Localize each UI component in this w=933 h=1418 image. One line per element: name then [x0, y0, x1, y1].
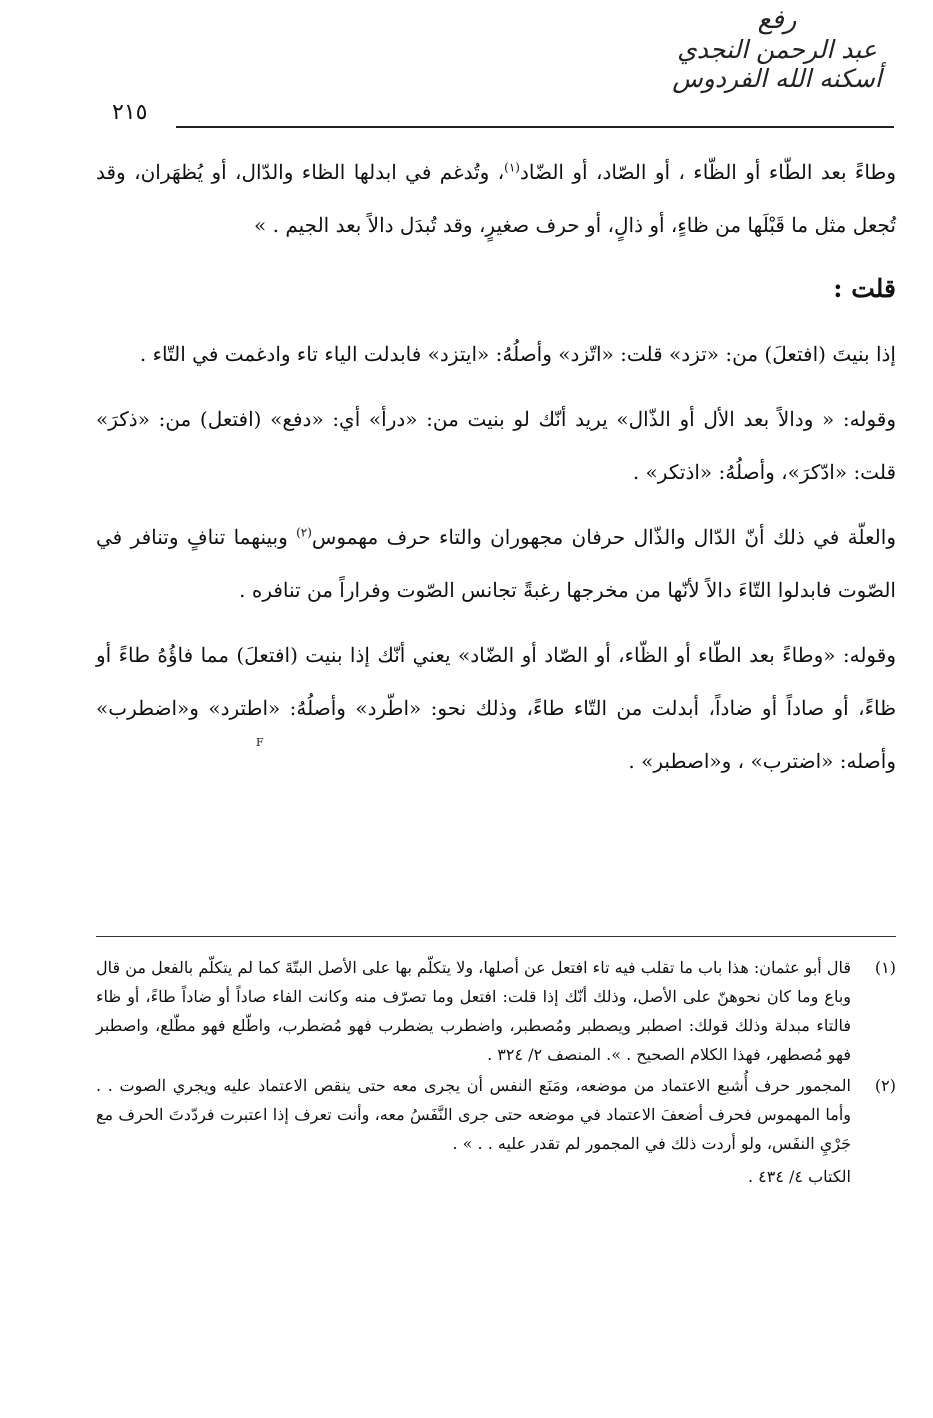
- footnote-marker-1: (١): [504, 160, 520, 175]
- footnote-1-number: (١): [874, 958, 896, 977]
- footnote-1: [96, 953, 896, 1069]
- paragraph-4-rest: وبينهما تنافٍ وتنافر في الصّوت فابدلوا التّاءَ دالاً لأنّها من مخرجها رغبةً تجانس الصّوت وفراراً من تنافره .: [96, 525, 896, 602]
- footnote-rule: [96, 936, 896, 937]
- stray-mark: F: [256, 736, 264, 749]
- paragraph-3: وقوله: « ودالاً بعد الأل أو الذّال» يريد أنّك لو بنيت من: «درأ» أي: «دفع» (افتعل) من: «ذكرَ» قلت: «ادّكرَ»، وأصلُهُ: «اذتكر» .: [96, 407, 896, 484]
- header-rule: [176, 126, 894, 128]
- page-number: ٢١٥: [112, 100, 148, 125]
- owner-stamp: [667, 6, 887, 93]
- footnote-2-number: (٢): [874, 1076, 896, 1095]
- paragraph-4-text: والعلّة في ذلك أنّ الدّال والذّال حرفان مجهوران والتاء حرف مهموس: [311, 525, 896, 549]
- paragraph-1: [96, 146, 896, 252]
- main-text: [96, 146, 896, 788]
- footnote-2-text: المجمور حرف أُشبع الاعتماد من موضعه، ومَنَع النفس أن يجرى معه حتى ينقص الاعتماد عليه ويجري الصوت . . وأما المهموس فحرف أضعفَ الاعتماد في موضعه حتى جرى النَّفَسُ معه، وأنت تعرف إذا اعتبرت فردّدتَ الحرف مع جَرْيِ النفَس، ولو أردت ذلك في المجمور لم تقدر عليه . . » .: [96, 1076, 851, 1153]
- section-heading: قلت :: [833, 274, 896, 303]
- footnote-2: [96, 1071, 896, 1158]
- paragraph-4: [96, 511, 896, 617]
- footnote-marker-2: (٢): [296, 525, 312, 540]
- paragraph-1-rest: ، وتُدغم في ابدلها الظاء والدّال، أو يُظهَران، وقد تُجعل مثل ما قَبْلَها من ظاءٍ، أو ذالٍ، أو حرف صغيرٍ، وقد تُبدَل دالاً بعد الجيم . »: [96, 160, 896, 237]
- paragraph-2: إذا بنيتَ (افتعلَ) من: «تزد» قلت: «اتّزد» وأصلُهُ: «ايتزد» فابدلت الياء تاء وادغمت في التّاء .: [139, 342, 896, 366]
- paragraph-1-text: وطاءً بعد الطّاء أو الظّاء ، أو الصّاد، أو الضّاد: [519, 160, 897, 184]
- footnotes: [96, 953, 896, 1191]
- stamp-line-3: أسكنه الله الفردوس: [672, 63, 882, 93]
- footnote-1-text: قال أبو عثمان: هذا باب ما تقلب فيه تاء افتعل عن أصلها، ولا يتكلّم بها على الأصل البتّةَ كما لم يتكلّم بالفعل من قال وباع وما كان نحوهنّ على الأصل، وذلك أنّك إذا قلت: افتعل وما تصرّف منه وكانت الفاء صاداً أو ضاداً طاءً، أو ظاء فالتاء مبدلة وذلك قولك: اصطبر ويصطبر ومُصطبر، واضطرب يضطرب فهو مُضطرب، واطّلع فهو مطّلع، واصطبر فهو مُصطهر، فهذا الكلام الصحيح . ». المنصف ٢/ ٣٢٤ .: [96, 958, 851, 1064]
- stamp-line-1: رفع: [757, 5, 797, 35]
- stamp-line-2: عبد الرحمن النجدي: [677, 34, 877, 64]
- paragraph-5: وقوله: «وطاءً بعد الطّاء أو الظّاء، أو الصّاد أو الضّاد» يعني أنّك إذا بنيت (افتعلَ) مما فاؤُهُ طاءً أو ظاءً، أو صاداً أو ضاداً، أبدلت من التّاء طاءً، وذلك نحو: «اطّرد» وأصلُهُ: «اطترد» و«اضطرب» وأصله: «اضترب» ، و«اصطبر» .: [96, 643, 896, 773]
- footnote-reference: الكتاب ٤/ ٤٣٤ .: [747, 1167, 851, 1186]
